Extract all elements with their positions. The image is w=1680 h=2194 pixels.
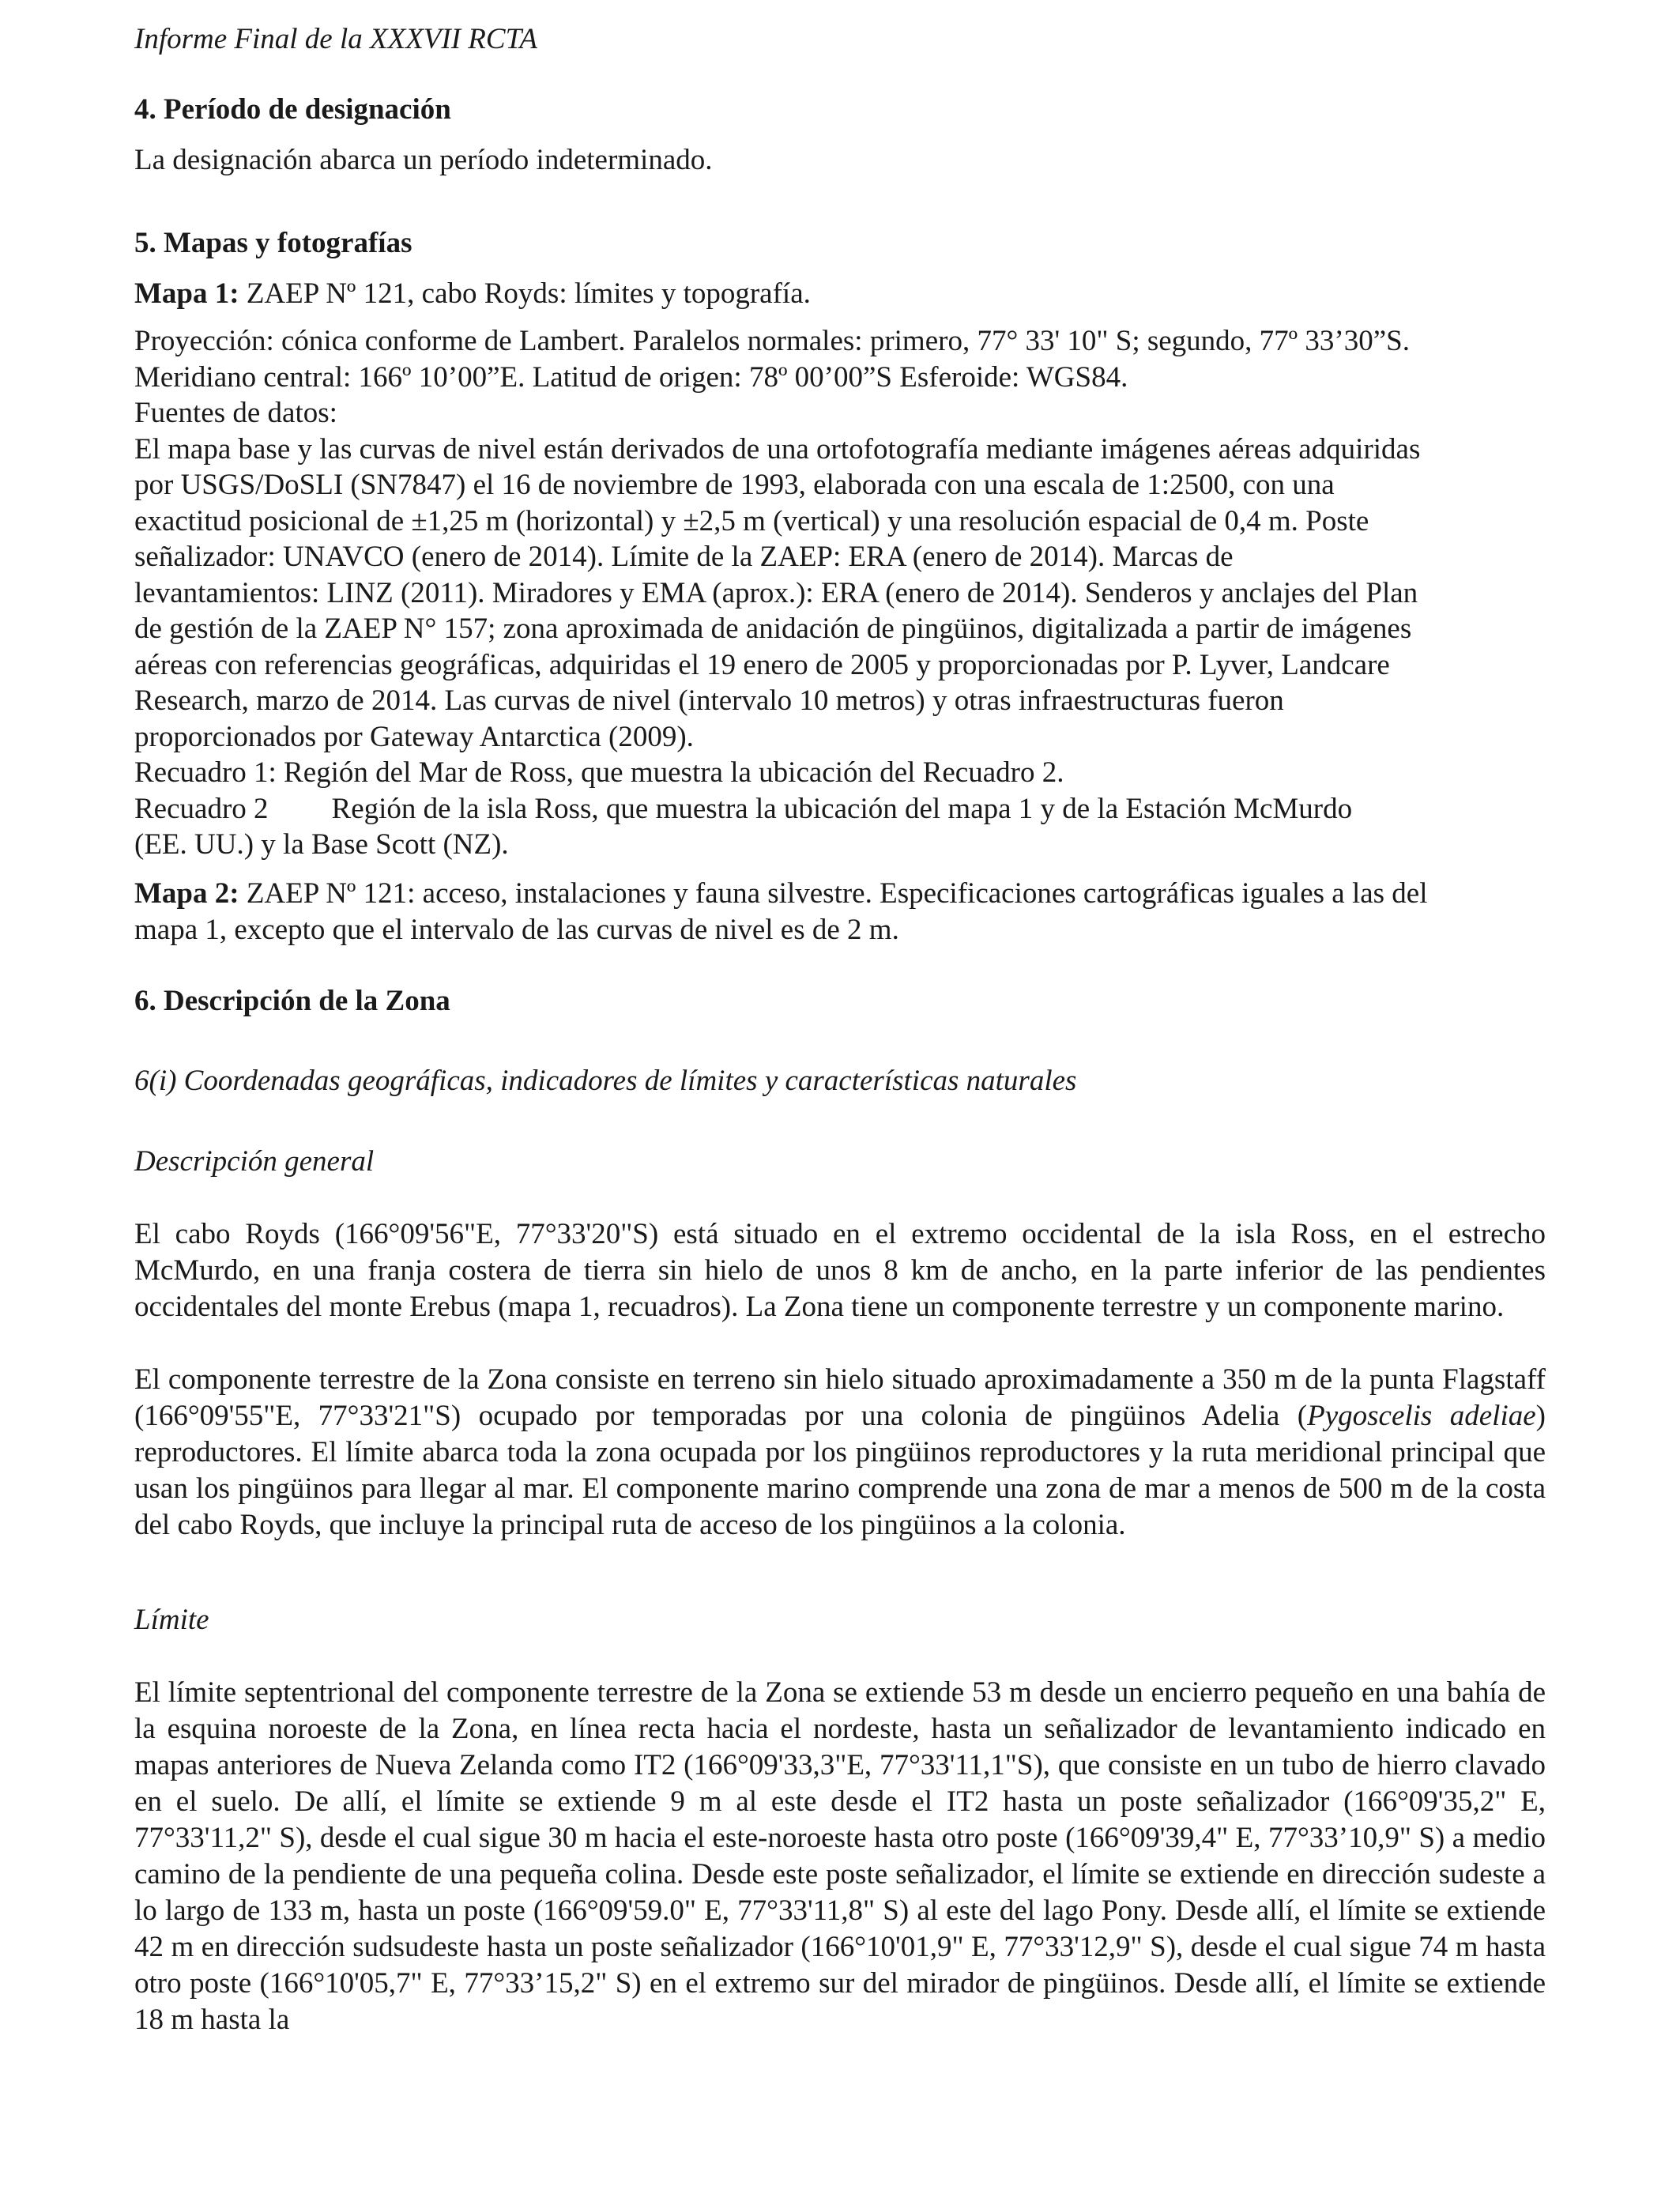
boundary-paragraph: El límite septentrional del componente terrestre de la Zona se extiende 53 m desde un encierro pequeño en una bahía de la esquina noroeste de la Zona, en línea recta hacia el nordeste, hasta un señalizador de levantamiento indicado en mapas anteriores de Nueva Zelanda como IT2 (166°09'33,3"E, 77°33'11,1"S), que consiste en un tubo de hierro clavado en el suelo. De allí, el límite se extiende 9 m al este desde el IT2 hasta un poste señalizador (166°09'35,2" E, 77°33'11,2" S), desde el cual sigue 30 m hacia el este-noroeste hasta otro poste (166°09'39,4" E, 77°33’10,9" S) a medio camino de la pendiente de una pequeña colina. Desde este poste señalizador, el límite se extiende en dirección sudeste a lo largo de 133 m, hasta un poste (166°09'59.0" E, 77°33'11,8" S) al este del lago Pony. Desde allí, el límite se extiende 42 m en dirección sudsudeste hasta un poste señalizador (166°10'01,9" E, 77°33'12,9" S), desde el cual sigue 74 m hasta otro poste (166°10'05,7" E, 77°33’15,2" S) en el extremo sur del mirador de pingüinos. Desde allí, el límite se extiende 18 m hasta la xyxy=(134,1676,1546,2036)
boundary-heading: Límite xyxy=(134,1603,209,1636)
map-1-caption xyxy=(134,276,1546,312)
source-line: El mapa base y las curvas de nivel están derivados de una ortofotografía mediante imágenes aéreas adquiridas xyxy=(134,432,1421,466)
inset-2-line xyxy=(134,791,1546,827)
source-line: aéreas con referencias geográficas, adquiridas el 19 enero de 2005 y proporcionadas por P. Lyver, Landcare xyxy=(134,648,1390,681)
source-line: Recuadro 1: Región del Mar de Ross, que muestra la ubicación del Recuadro 2. xyxy=(134,756,1064,789)
section-5-heading: 5. Mapas y fotografías xyxy=(134,227,412,259)
map-2-caption xyxy=(134,876,1546,948)
source-line: Research, marzo de 2014. Las curvas de nivel (intervalo 10 metros) y otras infraestructuras fueron xyxy=(134,684,1284,717)
source-line: por USGS/DoSLI (SN7847) el 16 de noviembre de 1993, elaborada con una escala de 1:2500, con una xyxy=(134,469,1335,501)
map-2-label: Mapa 2: xyxy=(134,876,239,910)
general-description-heading: Descripción general xyxy=(134,1144,375,1178)
source-line: proporcionados por Gateway Antarctica (2009). xyxy=(134,720,694,753)
map-1-title: ZAEP Nº 121, cabo Royds: límites y topografía. xyxy=(239,277,811,310)
source-line: exactitud posicional de ±1,25 m (horizontal) y ±2,5 m (vertical) y una resolución espacial de 0,4 m. Poste xyxy=(134,504,1369,537)
source-line: levantamientos: LINZ (2011). Miradores y EMA (aprox.): ERA (enero de 2014). Senderos y anclajes del Plan xyxy=(134,576,1418,609)
terrestrial-component-paragraph: El componente terrestre de la Zona consiste en terreno sin hielo situado aproximadamente a 350 m de la punta Flagstaff (166°09'55"E, 77°33'21"S) ocupado por temporadas por una colonia de pingüinos Adelia (Pygoscelis adeliae) reproductores. El límite abarca toda la zona ocupada por los pingüinos reproductores y la ruta meridional principal que usan los pingüinos para llegar al mar. El componente marino comprende una zona de mar a menos de 500 m de la costa del cabo Royds, que incluye la principal ruta de acceso de los pingüinos a la colonia. xyxy=(134,1363,1546,1541)
map-1-sources xyxy=(134,323,1546,863)
running-header: Informe Final de la XXXVII RCTA xyxy=(134,23,538,55)
map-2-line-2: mapa 1, excepto que el intervalo de las curvas de nivel es de 2 m. xyxy=(134,913,899,946)
inset-2-text: Región de la isla Ross, que muestra la ubicación del mapa 1 y de la Estación McMurdo xyxy=(331,792,1353,825)
section-4-text: La designación abarca un período indeterminado. xyxy=(134,144,713,176)
species-name: Pygoscelis adeliae xyxy=(1307,1399,1536,1432)
general-description-paragraph: El cabo Royds (166°09'56"E, 77°33'20"S) está situado en el extremo occidental de la isla Ross, en el estrecho McMurdo, en una franja costera de tierra sin hielo de unos 8 km de ancho, en la parte inferior de las pendientes occidentales del monte Erebus (mapa 1, recuadros). La Zona tiene un componente terrestre y un componente marino. xyxy=(134,1217,1546,1323)
map-2-line-1: ZAEP Nº 121: acceso, instalaciones y fauna silvestre. Especificaciones cartográficas iguales a las del xyxy=(239,876,1428,910)
map-1-label: Mapa 1: xyxy=(134,277,239,310)
inset-2-label: Recuadro 2 xyxy=(134,792,269,825)
section-6-heading: 6. Descripción de la Zona xyxy=(134,984,450,1017)
source-line: Proyección: cónica conforme de Lambert. Paralelos normales: primero, 77° 33' 10" S; segundo, 77º 33’30”S. xyxy=(134,325,1410,357)
source-line: (EE. UU.) y la Base Scott (NZ). xyxy=(134,828,509,861)
section-4-heading: 4. Período de designación xyxy=(134,93,451,126)
source-line: señalizador: UNAVCO (enero de 2014). Límite de la ZAEP: ERA (enero de 2014). Marcas de xyxy=(134,541,1234,573)
source-line: Fuentes de datos: xyxy=(134,397,337,429)
source-line: de gestión de la ZAEP N° 157; zona aproximada de anidación de pingüinos, digitalizada a partir de imágenes xyxy=(134,613,1412,645)
source-line: Meridiano central: 166º 10’00”E. Latitud de origen: 78º 00’00”S Esferoide: WGS84. xyxy=(134,360,1128,394)
section-6-subheading: 6(i) Coordenadas geográficas, indicadores de límites y características naturales xyxy=(134,1064,1077,1097)
